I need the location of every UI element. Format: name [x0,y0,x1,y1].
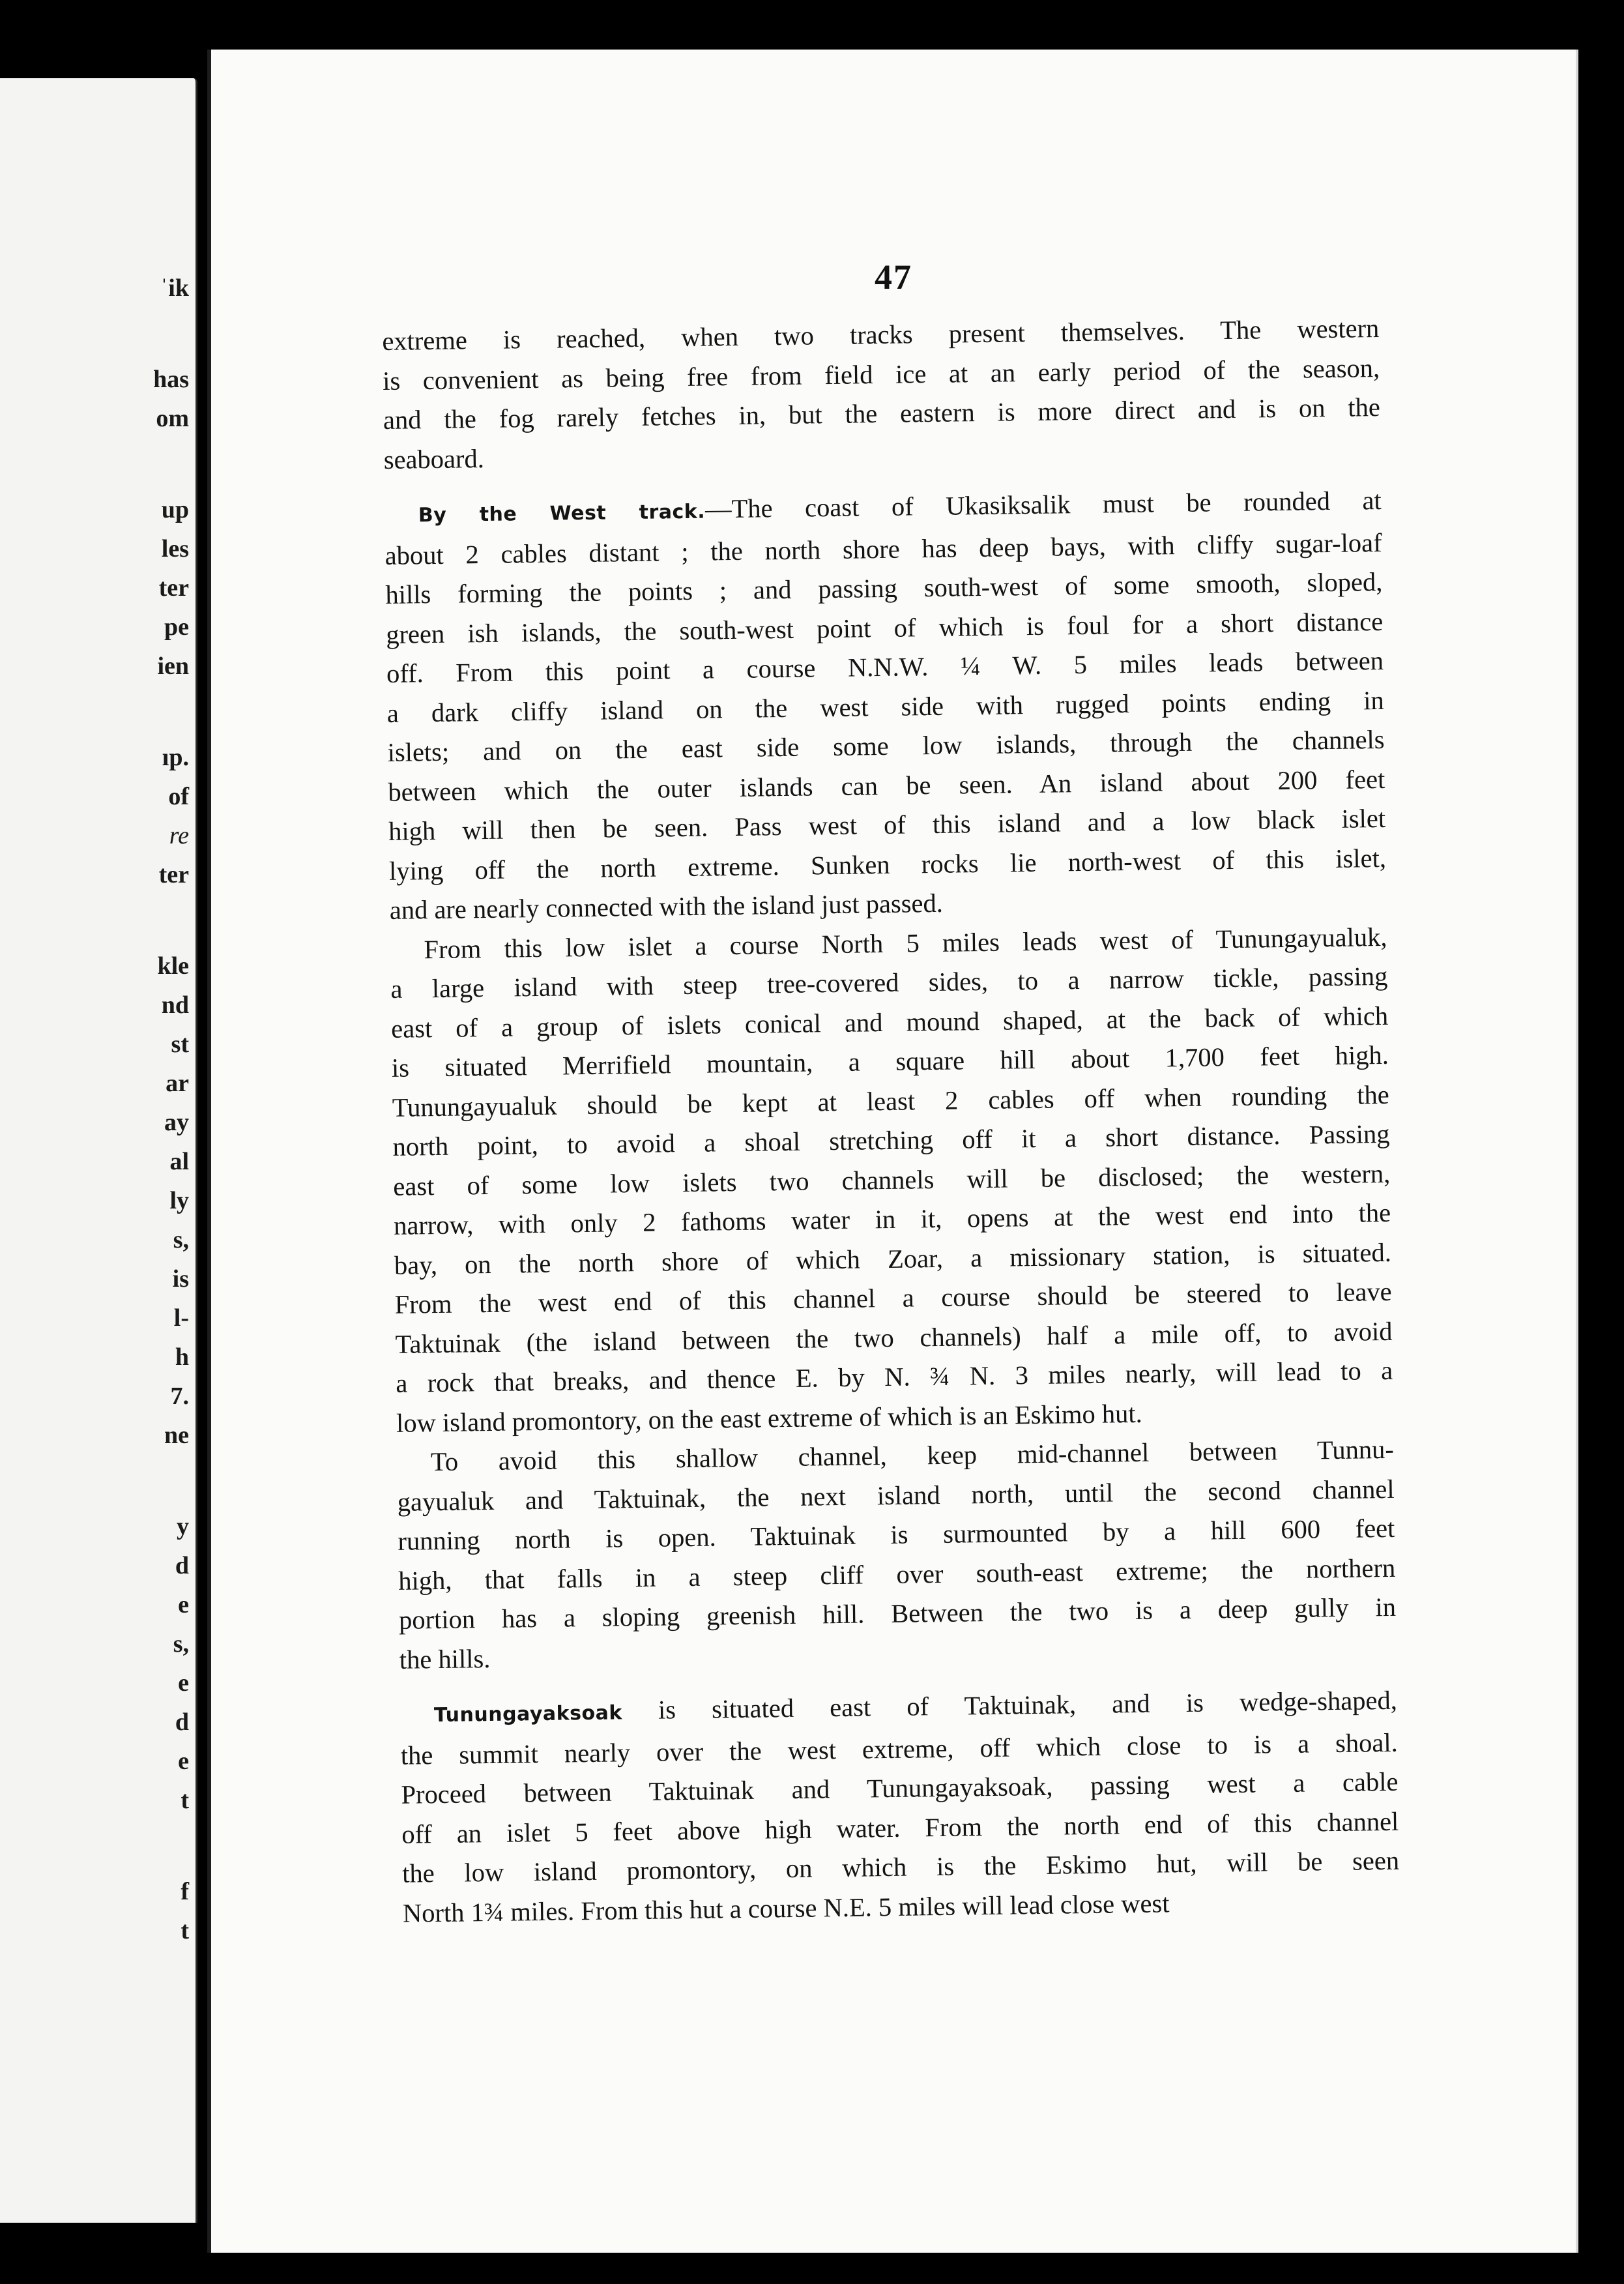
line-text: east of a group of islets conical and mound shaped, at the back of which [390,1001,1389,1044]
line-text: green ish islands, the south-west point of which is foul for a short distance [385,606,1384,649]
left-page-fragment: s, [173,1226,189,1253]
line-text: north point, to avoid a shoal stretching off it a short distance. Passing [392,1119,1390,1162]
line-text: From this low islet a course North 5 miles leads west of Tunungayualuk, [424,922,1387,964]
line-text: a rock that breaks, and thence E. by N. ¾ N. 3 miles nearly, will lead to a [396,1355,1393,1398]
left-page-fragment: up [161,496,189,523]
line-text: gayualuk and Taktuinak, the next island north, until the second channel [397,1474,1395,1517]
line-text: running north is open. Taktuinak is surmounted by a hill 600 feet [398,1513,1395,1556]
line-text: between which the outer islands can be seen. An island about 200 feet [388,764,1385,807]
line-text: low island promontory, on the east extreme of which is an Eskimo hut. [396,1398,1142,1438]
left-page-fragment: s, [173,1630,189,1658]
left-page-fragment: y [177,1513,189,1540]
left-page-fragment: nd [161,991,189,1019]
left-page-fragment: ne [164,1422,189,1449]
line-text: is convenient as being free from field ice at an early period of the season, [382,353,1380,396]
line-text: Tunungayualuk should be kept at least 2 cables off when rounding the [392,1079,1389,1122]
left-page-fragment: st [171,1031,189,1058]
left-page-fragment: om [156,405,189,432]
line-text: portion has a sloping greenish hill. Between the two is a deep gully in [398,1592,1397,1635]
line-text: off an islet 5 feet above high water. From the north end of this channel [401,1806,1399,1849]
paragraph [384,481,1387,930]
left-page-fragment: d [175,1708,189,1736]
left-page-fragment: e [178,1669,189,1697]
left-page-fragment: e [178,1748,189,1775]
line-text: bay, on the north shore of which Zoar, a missionary station, is situated. [394,1237,1392,1280]
left-page-fragment: l- [173,1304,189,1332]
left-page-fragment: d [175,1552,189,1579]
left-page-fragment: 7. [170,1383,189,1410]
left-page-fragment: h [175,1343,189,1371]
line-text: high will then be seen. Pass west of this island and a low black islet [388,803,1386,846]
line-text: Taktuinak (the island between the two channels) half a mile off, to avoid [395,1316,1393,1359]
line-text: a dark cliffy island on the west side with rugged points ending in [386,685,1385,728]
run-in-heading: Tunungayaksoak [433,1701,623,1727]
left-page-fragment: is [172,1265,189,1293]
line-text: high, that falls in a steep cliff over south-east extreme; the northern [398,1553,1396,1596]
left-page-fragment: kle [157,952,189,980]
line-text: the hills. [399,1643,491,1675]
line-text: is situated east of Taktuinak, and is wedge-shaped, [622,1685,1398,1725]
paragraph [382,309,1381,480]
line-text: North 1¾ miles. From this hut a course N.E. 5 miles will lead close west [402,1888,1170,1928]
left-page-edge [0,78,197,2223]
left-page-fragment: pe [164,613,189,641]
run-in-heading: By the West track. [418,500,706,527]
page [207,50,1578,2253]
line-text: lying off the north extreme. Sunken rocks lie north-west of this islet, [388,843,1387,886]
page-number: 47 [875,257,912,297]
left-page-fragment: ien [157,652,189,680]
line-text: From the west end of this channel a course should be steered to leave [394,1276,1392,1319]
left-page-fragment: has [153,366,189,393]
line-text: a large island with steep tree-covered sides, to a narrow tickle, passing [390,961,1388,1004]
line-text: islets; and on the east side some low islands, through the channels [387,724,1385,767]
line-text: and are nearly connected with the island just passed. [389,888,944,925]
line-text: the low island promontory, on which is the Eskimo hut, will be seen [401,1845,1400,1888]
body-text [382,309,1400,1933]
line-text: about 2 cables distant ; the north shore has deep bays, with cliffy sugar-loaf [384,527,1382,570]
paragraph [397,1430,1397,1680]
left-page-fragment: t [181,1917,189,1944]
line-text: Proceed between Taktuinak and Tunungayaksoak, passing west a cable [401,1766,1399,1809]
left-page-fragment: ay [164,1109,189,1136]
line-text: —The coast of Ukasiksalik must be rounded at [704,485,1382,524]
left-page-fragment: les [161,535,189,563]
line-text: hills forming the points ; and passing south-west of some smooth, sloped, [385,566,1383,609]
left-page-fragment: of [168,783,189,810]
line-text: seaboard. [383,443,485,475]
left-page-fragment: ar [166,1070,189,1097]
line-text: is situated Merrifield mountain, a square hill about 1,700 feet high. [391,1040,1389,1083]
line-text: narrow, with only 2 fathoms water in it, opens at the west end into the [393,1197,1391,1240]
left-page-fragment: f [181,1878,189,1905]
left-page-fragment: al [169,1148,189,1175]
paragraph [390,917,1393,1442]
left-page-fragment: re [169,822,189,849]
line-text: the summit nearly over the west extreme, off which close to is a shoal. [400,1727,1398,1770]
left-page-fragment: ıp. [162,744,189,771]
line-text: east of some low islets two channels will be disclosed; the western, [393,1158,1391,1201]
line-text: To avoid this shallow channel, keep mid-channel between Tunnu- [430,1434,1395,1477]
line-text: and the fog rarely fetches in, but the eastern is more direct and is on the [383,392,1381,435]
left-page-fragment: ter [158,861,189,888]
left-page-fragment: ˈik [160,274,189,302]
paragraph [400,1681,1400,1933]
left-page-fragment: ly [169,1187,189,1214]
left-page-fragment: e [178,1591,189,1618]
left-page-fragment: ter [158,574,189,602]
line-text: off. From this point a course N.N.W. ¼ W. 5 miles leads between [386,645,1384,688]
left-page-fragment: t [181,1787,189,1814]
line-text: extreme is reached, when two tracks present themselves. The western [382,313,1380,356]
